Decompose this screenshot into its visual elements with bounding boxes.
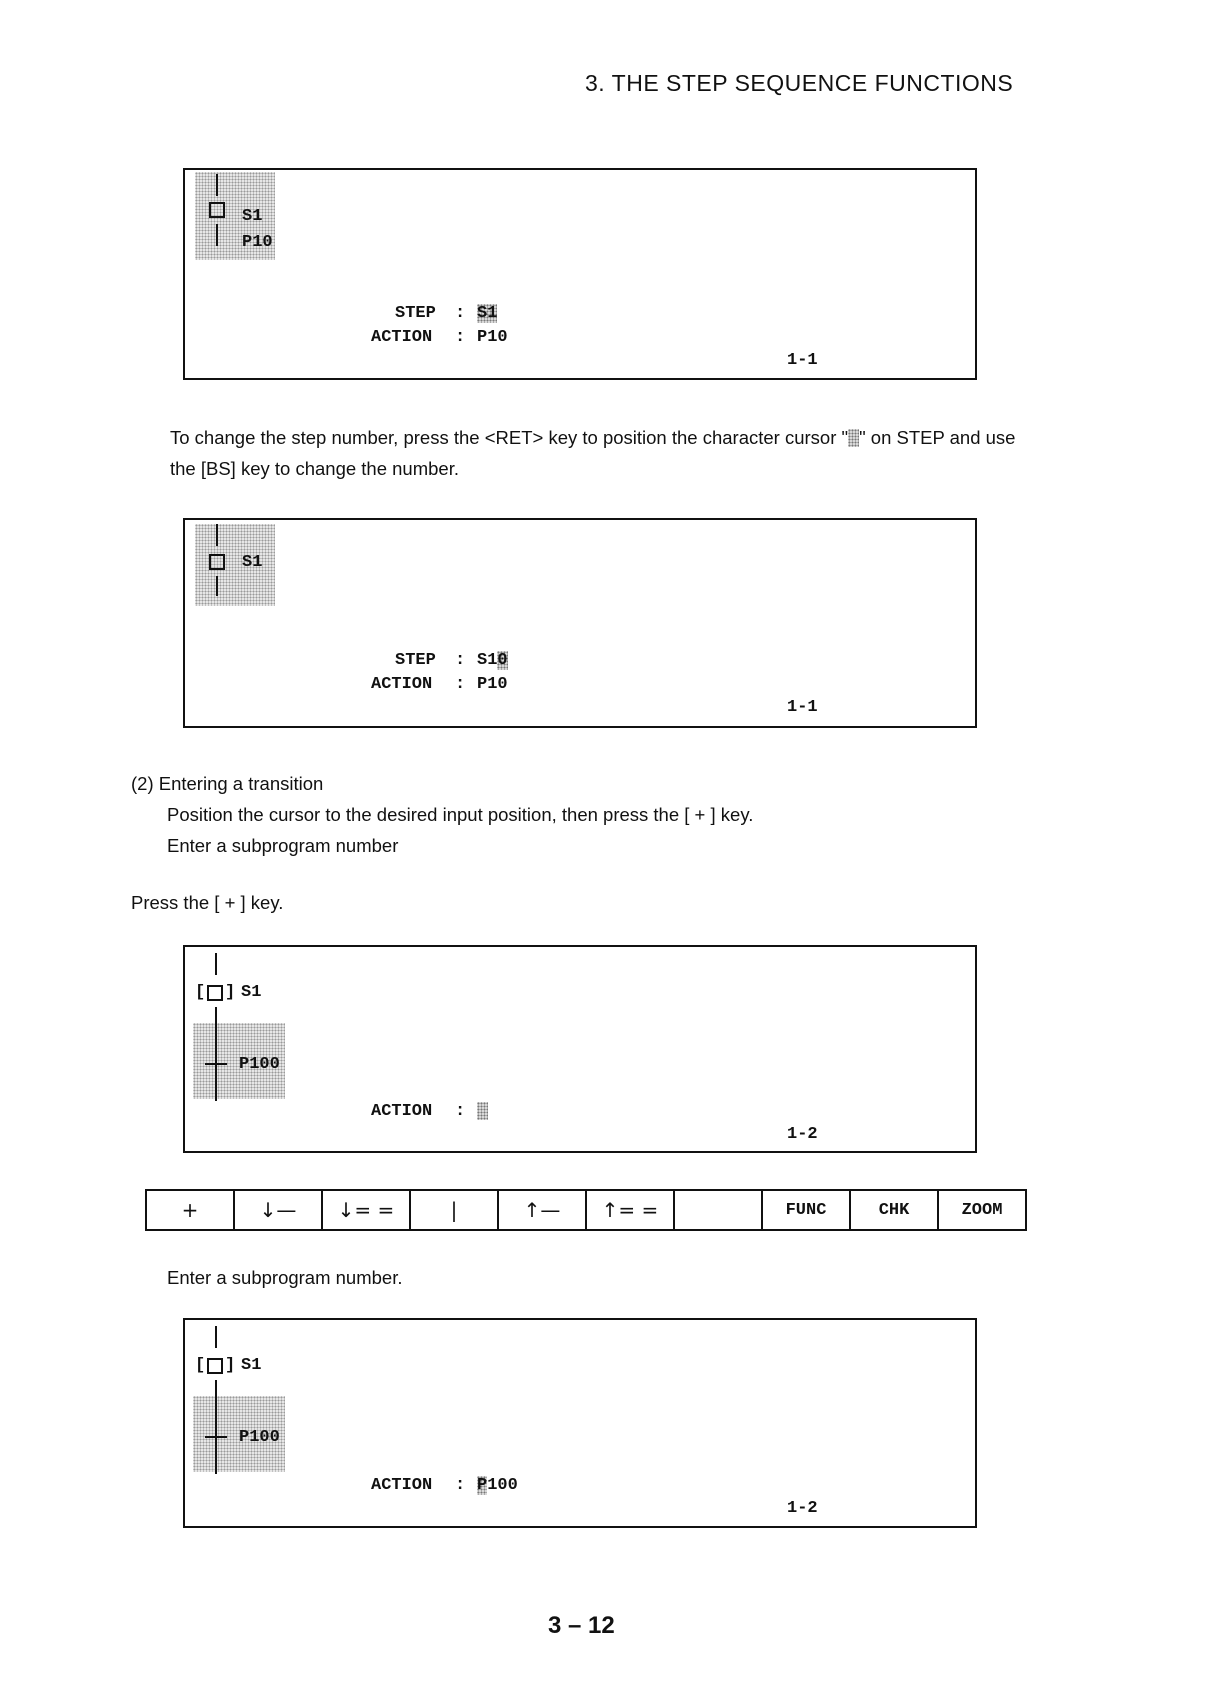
- ladder-rail: [215, 953, 217, 975]
- action-field-value[interactable]: P100: [477, 1476, 518, 1495]
- fkey-blank[interactable]: [675, 1191, 763, 1229]
- page-indicator: 1-2: [787, 1499, 818, 1518]
- step-label: S1: [242, 553, 263, 572]
- paragraph-instructions: To change the step number, press the <RET> key to position the character cursor " " on STEP and use the [BS] key to change the number.: [170, 427, 1016, 479]
- step-field-value[interactable]: S10: [477, 651, 508, 670]
- step-bracket-close: ]: [225, 983, 236, 1002]
- transition-bar: [205, 1436, 227, 1438]
- step-label: S1: [241, 1356, 262, 1375]
- enter-subprogram-text: Enter a subprogram number.: [167, 1267, 403, 1288]
- fkey-chk[interactable]: CHK: [851, 1191, 939, 1229]
- transition-label: P100: [239, 1428, 280, 1447]
- action-field-value[interactable]: P10: [477, 328, 508, 347]
- ladder-rail: [216, 576, 218, 596]
- screen-1: [183, 168, 977, 380]
- fkey-vertical[interactable]: |: [411, 1191, 499, 1229]
- section-line-2: Enter a subprogram number: [167, 835, 399, 856]
- transition-label: P100: [239, 1055, 280, 1074]
- ladder-rail: [216, 174, 218, 196]
- page-indicator: 1-2: [787, 1125, 818, 1144]
- action-field-name: ACTION: [371, 1102, 433, 1121]
- ladder-shade: [195, 524, 275, 606]
- action-field-name: ACTION: [371, 328, 433, 347]
- step-bracket-close: ]: [225, 1356, 236, 1375]
- colon: :: [455, 1476, 466, 1495]
- step-square-icon: [209, 202, 225, 218]
- press-plus-text: Press the [ + ] key.: [131, 892, 284, 913]
- character-cursor: [477, 1102, 488, 1120]
- ladder-rail: [215, 1326, 217, 1348]
- fkey-zoom[interactable]: ZOOM: [961, 1200, 1003, 1220]
- fkey-down-line[interactable]: ↓—: [235, 1191, 323, 1229]
- action-label: P10: [242, 233, 273, 252]
- page-indicator: 1-1: [787, 698, 818, 717]
- page-header: 3. THE STEP SEQUENCE FUNCTIONS: [585, 70, 1014, 96]
- screen-4: [183, 1318, 977, 1528]
- step-square-icon: [207, 985, 223, 1001]
- action-field-name: ACTION: [371, 1476, 433, 1495]
- fkey-down-double[interactable]: ↓= =: [323, 1191, 411, 1229]
- colon: :: [455, 304, 466, 323]
- colon: :: [455, 651, 466, 670]
- function-key-bar: [145, 1189, 1027, 1231]
- page-number: 3 – 12: [548, 1612, 615, 1639]
- screen-2: [183, 518, 977, 728]
- ladder-rail: [215, 1007, 217, 1101]
- section-line-1: Position the cursor to the desired input position, then press the [ + ] key.: [167, 804, 754, 825]
- step-square-icon: [207, 1358, 223, 1374]
- ladder-rail: [216, 524, 218, 546]
- step-square-icon: [209, 554, 225, 570]
- screen-3: [183, 945, 977, 1153]
- ladder-rail: [216, 224, 218, 246]
- character-cursor: S1: [477, 304, 498, 323]
- colon: :: [455, 1102, 466, 1121]
- fkey-up-line[interactable]: ↑—: [499, 1191, 587, 1229]
- fkey-func[interactable]: FUNC: [763, 1191, 851, 1229]
- ladder-rail: [215, 1380, 217, 1474]
- transition-bar: [205, 1063, 227, 1065]
- page-indicator: 1-1: [787, 351, 818, 370]
- step-label: S1: [242, 207, 263, 226]
- step-bracket-open: [: [195, 983, 206, 1002]
- action-field-value[interactable]: [477, 1102, 488, 1123]
- colon: :: [455, 328, 466, 347]
- character-cursor: 0: [497, 651, 508, 670]
- step-bracket-open: [: [195, 1356, 206, 1375]
- fkey-up-double[interactable]: ↑= =: [587, 1191, 675, 1229]
- fkey-plus[interactable]: +: [147, 1191, 235, 1229]
- action-field-name: ACTION: [371, 675, 433, 694]
- colon: :: [455, 675, 466, 694]
- action-field-value[interactable]: P10: [477, 675, 508, 694]
- step-field-name: STEP: [395, 304, 436, 323]
- character-cursor: P: [477, 1476, 488, 1495]
- section-heading: (2) Entering a transition: [131, 773, 324, 794]
- character-cursor-sample: [848, 429, 859, 447]
- step-field-value[interactable]: [477, 304, 497, 323]
- step-field-name: STEP: [395, 651, 436, 670]
- step-label: S1: [241, 983, 262, 1002]
